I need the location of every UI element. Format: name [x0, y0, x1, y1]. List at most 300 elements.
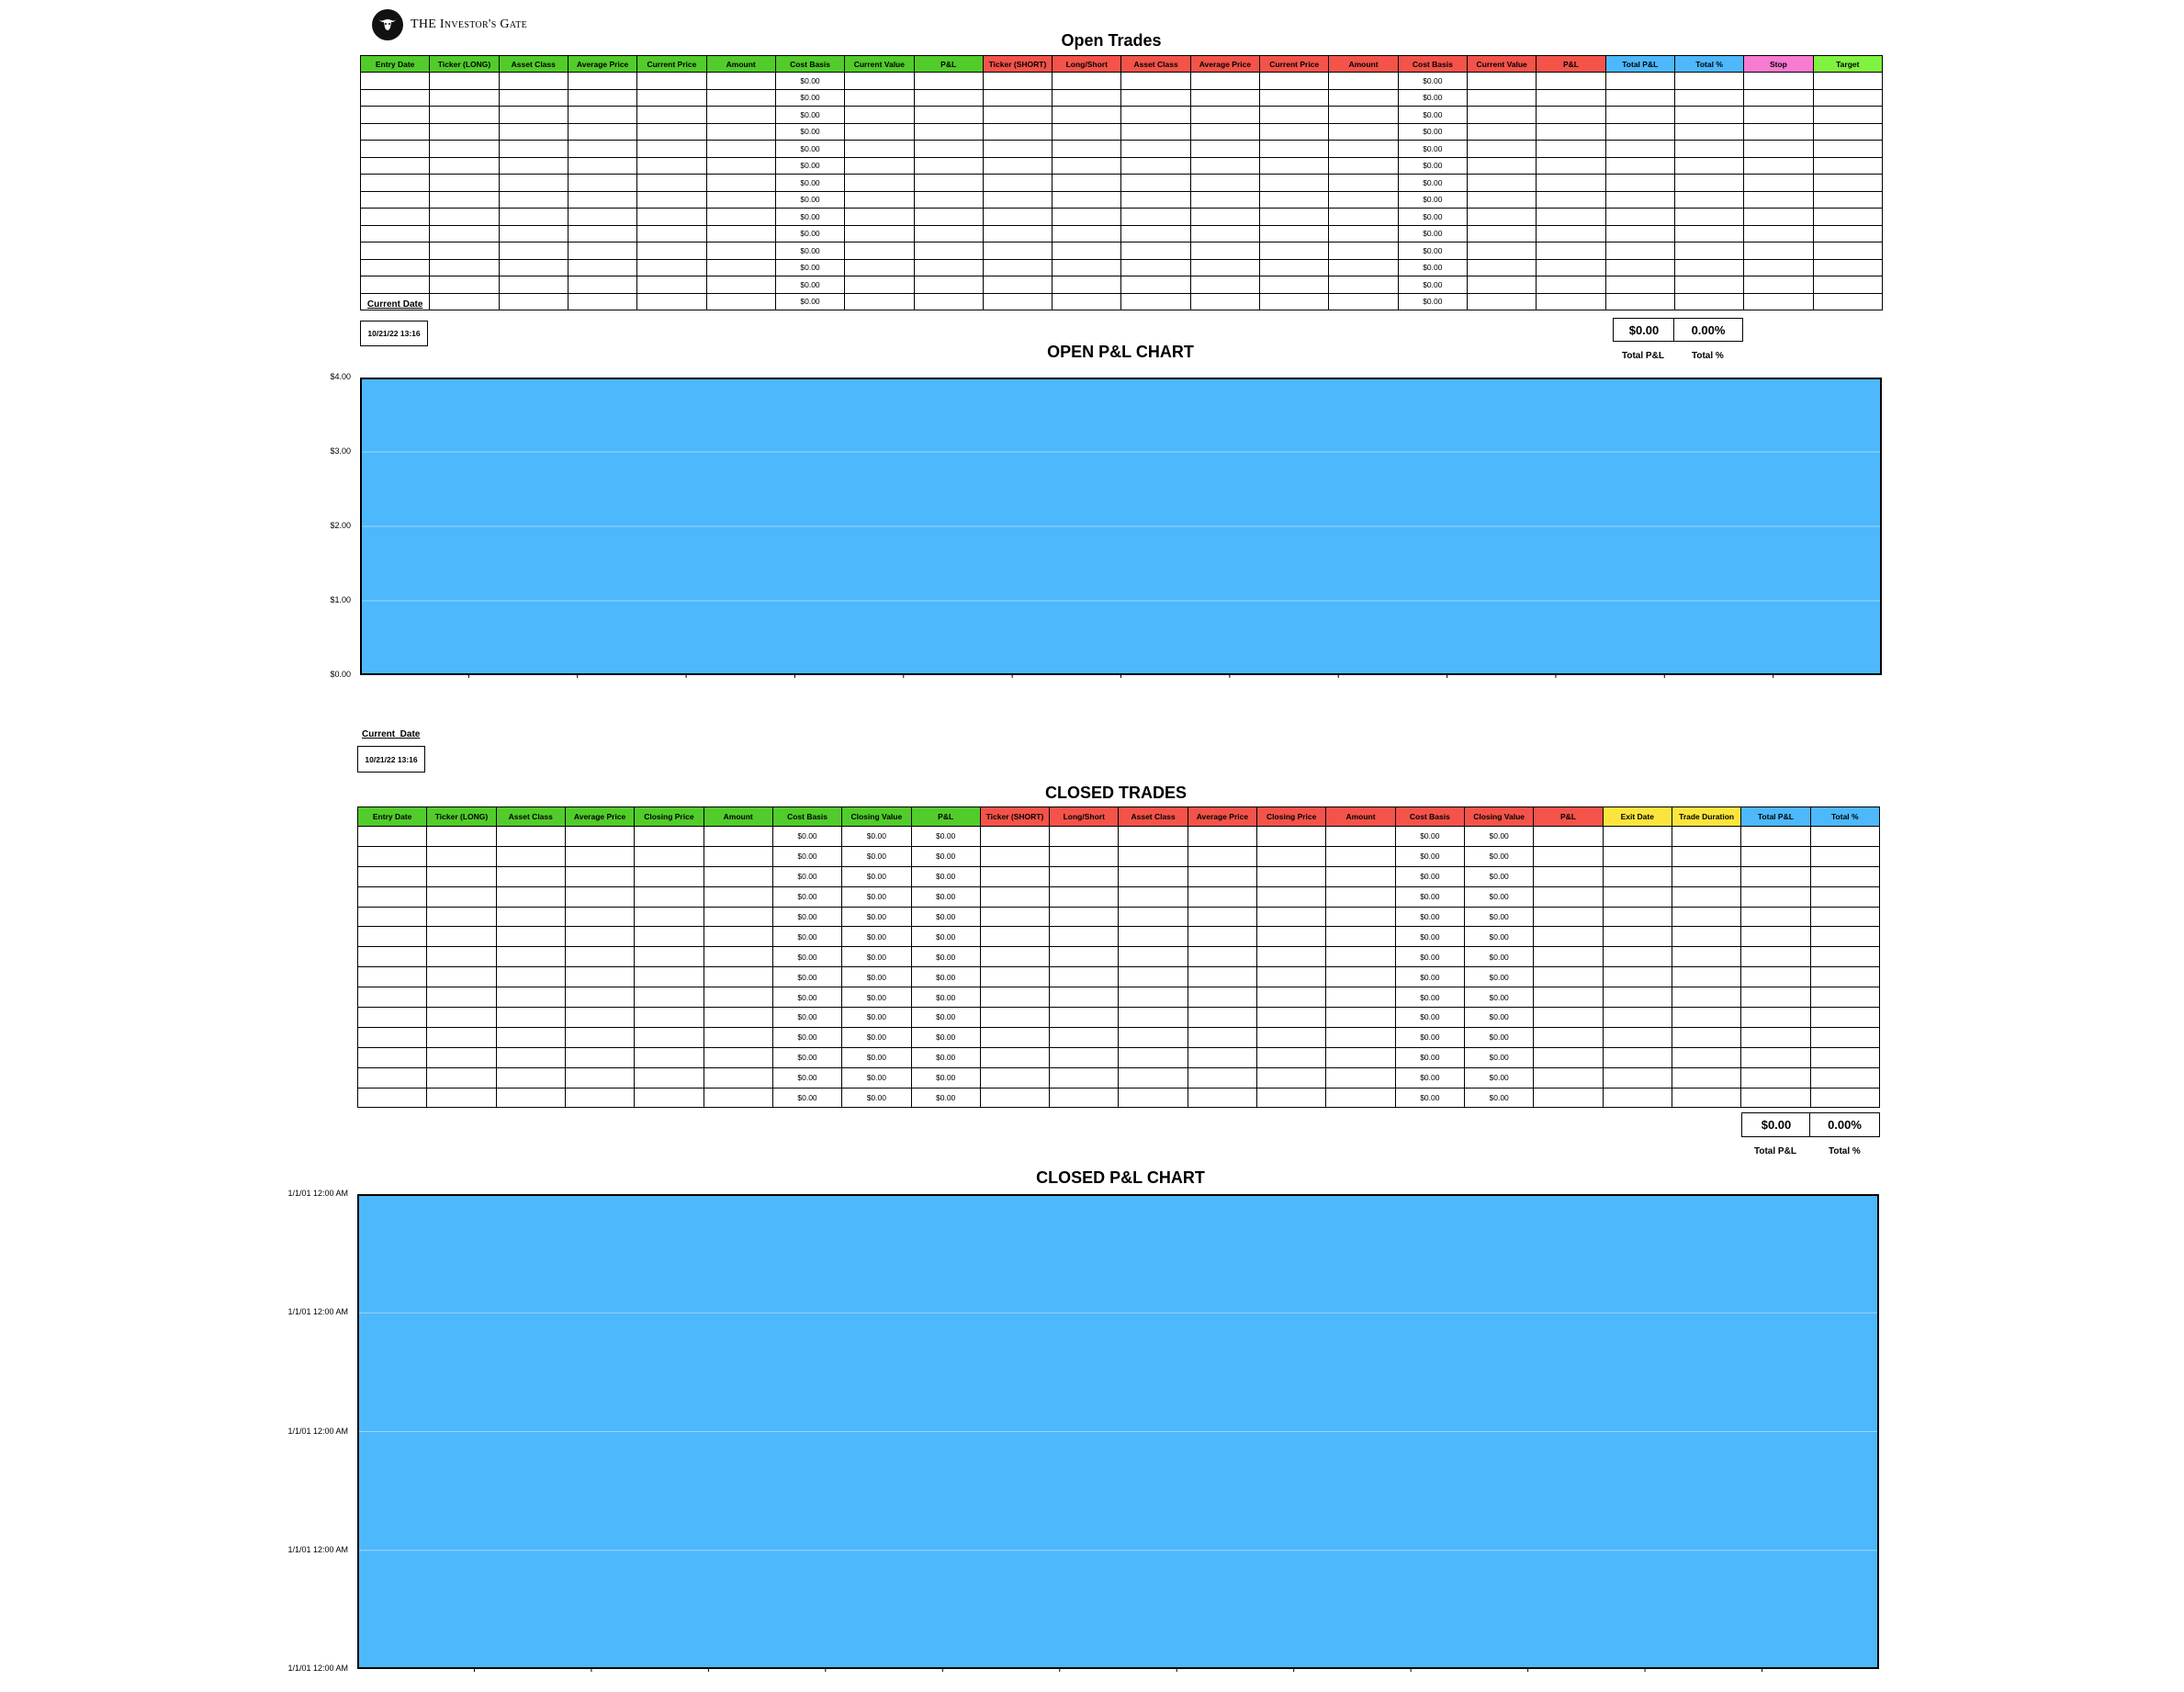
table-cell[interactable]	[845, 89, 914, 107]
table-cell[interactable]	[1468, 141, 1537, 158]
table-cell[interactable]	[1190, 157, 1259, 175]
table-cell[interactable]	[983, 123, 1052, 141]
table-cell[interactable]	[1603, 1027, 1672, 1047]
table-cell[interactable]	[1468, 73, 1537, 90]
table-cell[interactable]	[1741, 886, 1810, 907]
table-cell[interactable]: $0.00	[775, 225, 844, 243]
table-cell[interactable]	[1468, 259, 1537, 276]
table-cell[interactable]: $0.00	[775, 293, 844, 310]
table-cell[interactable]	[358, 846, 427, 866]
table-cell[interactable]	[427, 1027, 496, 1047]
table-cell[interactable]	[1534, 1088, 1603, 1108]
table-cell[interactable]	[983, 175, 1052, 192]
table-cell[interactable]	[1810, 947, 1879, 967]
table-cell[interactable]: $0.00	[772, 1047, 841, 1067]
table-cell[interactable]	[499, 276, 568, 294]
table-cell[interactable]	[706, 259, 775, 276]
table-cell[interactable]	[1605, 225, 1674, 243]
table-cell[interactable]	[499, 209, 568, 226]
table-cell[interactable]	[980, 1088, 1049, 1108]
table-cell[interactable]	[704, 967, 772, 987]
table-cell[interactable]	[1050, 1027, 1119, 1047]
table-cell[interactable]	[980, 927, 1049, 947]
table-cell[interactable]	[1188, 947, 1256, 967]
table-cell[interactable]	[845, 141, 914, 158]
table-cell[interactable]	[1053, 259, 1121, 276]
table-cell[interactable]	[1813, 123, 1882, 141]
table-cell[interactable]	[1188, 886, 1256, 907]
table-cell[interactable]	[496, 987, 565, 1008]
table-cell[interactable]	[358, 907, 427, 927]
table-cell[interactable]	[1188, 907, 1256, 927]
table-cell[interactable]	[1326, 827, 1395, 847]
table-cell[interactable]	[1605, 293, 1674, 310]
table-cell[interactable]	[1603, 846, 1672, 866]
table-cell[interactable]	[983, 73, 1052, 90]
table-cell[interactable]	[1537, 175, 1605, 192]
table-cell[interactable]	[1190, 107, 1259, 124]
table-cell[interactable]	[980, 987, 1049, 1008]
table-cell[interactable]	[1053, 175, 1121, 192]
table-cell[interactable]	[1119, 947, 1188, 967]
table-cell[interactable]	[635, 1008, 704, 1028]
table-cell[interactable]	[637, 209, 706, 226]
table-cell[interactable]	[1534, 927, 1603, 947]
table-cell[interactable]	[845, 191, 914, 209]
table-cell[interactable]	[1326, 967, 1395, 987]
table-cell[interactable]	[358, 1027, 427, 1047]
table-cell[interactable]	[1468, 225, 1537, 243]
table-cell[interactable]	[1257, 866, 1326, 886]
table-cell[interactable]	[1260, 175, 1329, 192]
table-cell[interactable]: $0.00	[1465, 967, 1534, 987]
table-cell[interactable]	[1121, 243, 1190, 260]
table-cell[interactable]	[1053, 141, 1121, 158]
table-cell[interactable]	[361, 157, 430, 175]
table-cell[interactable]	[637, 107, 706, 124]
table-cell[interactable]	[568, 123, 636, 141]
table-cell[interactable]: $0.00	[911, 827, 980, 847]
table-cell[interactable]: $0.00	[911, 947, 980, 967]
table-cell[interactable]	[430, 141, 499, 158]
table-cell[interactable]	[565, 1047, 634, 1067]
table-cell[interactable]	[1813, 259, 1882, 276]
table-cell[interactable]: $0.00	[1398, 243, 1467, 260]
table-cell[interactable]	[1260, 141, 1329, 158]
table-cell[interactable]	[1672, 1067, 1740, 1088]
table-cell[interactable]	[427, 907, 496, 927]
table-cell[interactable]	[499, 243, 568, 260]
table-cell[interactable]	[1603, 967, 1672, 987]
table-cell[interactable]	[1053, 123, 1121, 141]
table-cell[interactable]	[1121, 276, 1190, 294]
table-cell[interactable]	[704, 927, 772, 947]
table-cell[interactable]: $0.00	[911, 886, 980, 907]
table-cell[interactable]	[499, 191, 568, 209]
table-cell[interactable]	[1257, 1088, 1326, 1108]
table-cell[interactable]	[1813, 243, 1882, 260]
table-cell[interactable]: $0.00	[1398, 191, 1467, 209]
table-cell[interactable]	[1329, 209, 1398, 226]
table-cell[interactable]	[1468, 175, 1537, 192]
table-cell[interactable]	[637, 89, 706, 107]
table-cell[interactable]	[637, 123, 706, 141]
table-cell[interactable]	[635, 947, 704, 967]
table-cell[interactable]	[1741, 927, 1810, 947]
table-cell[interactable]	[427, 866, 496, 886]
table-cell[interactable]	[1260, 123, 1329, 141]
table-cell[interactable]: $0.00	[1398, 141, 1467, 158]
table-cell[interactable]	[1326, 846, 1395, 866]
table-cell[interactable]	[1534, 846, 1603, 866]
table-cell[interactable]	[499, 157, 568, 175]
table-cell[interactable]	[1534, 907, 1603, 927]
table-cell[interactable]	[1053, 209, 1121, 226]
table-cell[interactable]	[1188, 967, 1256, 987]
table-cell[interactable]	[704, 1047, 772, 1067]
table-cell[interactable]	[1605, 157, 1674, 175]
table-cell[interactable]	[427, 987, 496, 1008]
table-cell[interactable]	[1741, 947, 1810, 967]
table-cell[interactable]	[1605, 276, 1674, 294]
table-cell[interactable]: $0.00	[842, 846, 911, 866]
table-cell[interactable]	[637, 73, 706, 90]
table-cell[interactable]: $0.00	[842, 967, 911, 987]
table-cell[interactable]: $0.00	[775, 107, 844, 124]
table-cell[interactable]	[361, 123, 430, 141]
table-cell[interactable]	[1672, 1047, 1740, 1067]
table-cell[interactable]	[914, 293, 983, 310]
table-cell[interactable]	[1053, 243, 1121, 260]
table-cell[interactable]: $0.00	[775, 89, 844, 107]
table-cell[interactable]	[358, 927, 427, 947]
table-cell[interactable]	[1119, 1067, 1188, 1088]
table-cell[interactable]	[1813, 276, 1882, 294]
table-cell[interactable]	[1329, 123, 1398, 141]
table-cell[interactable]	[361, 259, 430, 276]
table-cell[interactable]	[1329, 141, 1398, 158]
table-cell[interactable]	[1672, 1008, 1740, 1028]
table-cell[interactable]: $0.00	[772, 1027, 841, 1047]
table-cell[interactable]: $0.00	[911, 987, 980, 1008]
table-cell[interactable]	[568, 225, 636, 243]
table-cell[interactable]	[1674, 157, 1743, 175]
table-cell[interactable]	[1053, 89, 1121, 107]
table-cell[interactable]	[914, 73, 983, 90]
table-cell[interactable]: $0.00	[775, 175, 844, 192]
table-cell[interactable]	[361, 276, 430, 294]
table-cell[interactable]	[1537, 259, 1605, 276]
table-cell[interactable]	[1605, 191, 1674, 209]
table-cell[interactable]	[1188, 827, 1256, 847]
table-cell[interactable]: $0.00	[1395, 907, 1464, 927]
table-cell[interactable]	[1537, 73, 1605, 90]
table-cell[interactable]	[983, 141, 1052, 158]
table-cell[interactable]	[1741, 866, 1810, 886]
table-cell[interactable]	[1605, 243, 1674, 260]
table-cell[interactable]	[1119, 846, 1188, 866]
table-cell[interactable]	[1468, 209, 1537, 226]
table-cell[interactable]	[1674, 141, 1743, 158]
table-cell[interactable]	[704, 827, 772, 847]
table-cell[interactable]	[1537, 89, 1605, 107]
table-cell[interactable]: $0.00	[1395, 1088, 1464, 1108]
table-cell[interactable]	[1468, 276, 1537, 294]
table-cell[interactable]	[980, 1047, 1049, 1067]
table-cell[interactable]	[1744, 259, 1813, 276]
table-cell[interactable]	[1603, 927, 1672, 947]
table-cell[interactable]	[1534, 827, 1603, 847]
table-cell[interactable]	[1537, 209, 1605, 226]
table-cell[interactable]	[1119, 1088, 1188, 1108]
table-cell[interactable]	[1810, 846, 1879, 866]
table-cell[interactable]	[358, 866, 427, 886]
table-cell[interactable]	[1741, 846, 1810, 866]
table-cell[interactable]: $0.00	[1395, 1067, 1464, 1088]
table-cell[interactable]	[1810, 967, 1879, 987]
table-cell[interactable]: $0.00	[775, 73, 844, 90]
table-cell[interactable]	[1121, 175, 1190, 192]
table-cell[interactable]	[565, 846, 634, 866]
table-cell[interactable]	[565, 987, 634, 1008]
table-cell[interactable]	[845, 157, 914, 175]
table-cell[interactable]	[914, 141, 983, 158]
table-cell[interactable]: $0.00	[772, 866, 841, 886]
table-cell[interactable]	[496, 1047, 565, 1067]
table-cell[interactable]	[1534, 967, 1603, 987]
table-cell[interactable]	[1190, 191, 1259, 209]
table-cell[interactable]: $0.00	[1465, 1008, 1534, 1028]
table-cell[interactable]	[1744, 225, 1813, 243]
table-cell[interactable]: $0.00	[911, 1008, 980, 1028]
table-cell[interactable]	[1672, 866, 1740, 886]
table-cell[interactable]	[496, 1008, 565, 1028]
table-cell[interactable]	[499, 225, 568, 243]
table-cell[interactable]	[635, 987, 704, 1008]
table-cell[interactable]	[914, 175, 983, 192]
table-cell[interactable]	[1329, 243, 1398, 260]
table-cell[interactable]	[430, 243, 499, 260]
table-cell[interactable]	[1674, 123, 1743, 141]
table-cell[interactable]	[1810, 1067, 1879, 1088]
table-cell[interactable]	[499, 89, 568, 107]
table-cell[interactable]	[845, 209, 914, 226]
table-cell[interactable]	[706, 293, 775, 310]
table-cell[interactable]	[430, 157, 499, 175]
table-cell[interactable]	[1326, 1008, 1395, 1028]
table-cell[interactable]	[1326, 1067, 1395, 1088]
table-cell[interactable]: $0.00	[842, 927, 911, 947]
table-cell[interactable]	[1813, 107, 1882, 124]
table-cell[interactable]	[1053, 73, 1121, 90]
table-cell[interactable]: $0.00	[842, 1067, 911, 1088]
table-cell[interactable]	[845, 175, 914, 192]
table-cell[interactable]	[1674, 191, 1743, 209]
table-cell[interactable]	[1674, 175, 1743, 192]
table-cell[interactable]	[568, 175, 636, 192]
table-cell[interactable]: $0.00	[1398, 276, 1467, 294]
table-cell[interactable]	[1813, 157, 1882, 175]
table-cell[interactable]	[1674, 225, 1743, 243]
table-cell[interactable]	[1257, 907, 1326, 927]
table-cell[interactable]	[1260, 73, 1329, 90]
table-cell[interactable]	[1053, 191, 1121, 209]
table-cell[interactable]	[1119, 866, 1188, 886]
table-cell[interactable]	[1329, 225, 1398, 243]
table-cell[interactable]	[914, 191, 983, 209]
table-cell[interactable]	[427, 967, 496, 987]
table-cell[interactable]	[427, 927, 496, 947]
table-cell[interactable]	[1810, 1047, 1879, 1067]
table-cell[interactable]	[1329, 293, 1398, 310]
table-cell[interactable]: $0.00	[911, 1047, 980, 1067]
table-cell[interactable]: $0.00	[772, 987, 841, 1008]
table-cell[interactable]	[704, 1088, 772, 1108]
table-cell[interactable]	[1190, 259, 1259, 276]
table-cell[interactable]	[565, 827, 634, 847]
table-cell[interactable]: $0.00	[911, 907, 980, 927]
table-cell[interactable]	[706, 209, 775, 226]
table-cell[interactable]	[914, 157, 983, 175]
table-cell[interactable]	[1744, 209, 1813, 226]
table-cell[interactable]: $0.00	[772, 1088, 841, 1108]
table-cell[interactable]	[361, 73, 430, 90]
table-cell[interactable]	[635, 907, 704, 927]
table-cell[interactable]: $0.00	[1398, 225, 1467, 243]
table-cell[interactable]	[1119, 1027, 1188, 1047]
table-cell[interactable]	[1050, 1088, 1119, 1108]
table-cell[interactable]	[1744, 141, 1813, 158]
table-cell[interactable]	[430, 175, 499, 192]
table-cell[interactable]	[1329, 157, 1398, 175]
table-cell[interactable]	[1537, 157, 1605, 175]
table-cell[interactable]	[361, 243, 430, 260]
table-cell[interactable]	[1605, 209, 1674, 226]
table-cell[interactable]	[1534, 886, 1603, 907]
table-cell[interactable]: $0.00	[775, 259, 844, 276]
table-cell[interactable]	[1050, 866, 1119, 886]
table-cell[interactable]	[845, 107, 914, 124]
table-cell[interactable]	[706, 89, 775, 107]
table-cell[interactable]	[1257, 1047, 1326, 1067]
table-cell[interactable]	[496, 967, 565, 987]
table-cell[interactable]	[1257, 886, 1326, 907]
table-cell[interactable]	[1121, 157, 1190, 175]
table-cell[interactable]	[1534, 1008, 1603, 1028]
table-cell[interactable]	[704, 907, 772, 927]
table-cell[interactable]	[980, 866, 1049, 886]
table-cell[interactable]	[1121, 293, 1190, 310]
table-cell[interactable]	[706, 243, 775, 260]
table-cell[interactable]	[499, 123, 568, 141]
table-cell[interactable]	[635, 1067, 704, 1088]
table-cell[interactable]	[568, 276, 636, 294]
table-cell[interactable]	[1537, 191, 1605, 209]
table-cell[interactable]	[496, 827, 565, 847]
table-cell[interactable]	[565, 907, 634, 927]
table-cell[interactable]	[1741, 967, 1810, 987]
table-cell[interactable]	[565, 967, 634, 987]
table-cell[interactable]	[1329, 107, 1398, 124]
table-cell[interactable]	[1603, 827, 1672, 847]
table-cell[interactable]	[1605, 141, 1674, 158]
table-cell[interactable]	[361, 89, 430, 107]
table-cell[interactable]	[1326, 1088, 1395, 1108]
table-cell[interactable]	[1121, 191, 1190, 209]
table-cell[interactable]	[499, 73, 568, 90]
table-cell[interactable]: $0.00	[772, 927, 841, 947]
table-cell[interactable]	[1741, 1067, 1810, 1088]
table-cell[interactable]	[358, 1067, 427, 1088]
table-cell[interactable]	[568, 259, 636, 276]
table-cell[interactable]	[1741, 1008, 1810, 1028]
table-cell[interactable]	[1257, 967, 1326, 987]
table-cell[interactable]	[1326, 1027, 1395, 1047]
table-cell[interactable]	[1119, 927, 1188, 947]
table-cell[interactable]	[1190, 141, 1259, 158]
table-cell[interactable]: $0.00	[842, 1088, 911, 1108]
table-cell[interactable]	[1329, 191, 1398, 209]
table-cell[interactable]: $0.00	[1395, 987, 1464, 1008]
table-cell[interactable]: $0.00	[1398, 175, 1467, 192]
table-cell[interactable]	[1744, 107, 1813, 124]
table-cell[interactable]	[1810, 927, 1879, 947]
table-cell[interactable]	[1050, 827, 1119, 847]
table-cell[interactable]	[1741, 987, 1810, 1008]
table-cell[interactable]	[983, 276, 1052, 294]
table-cell[interactable]	[1674, 293, 1743, 310]
table-cell[interactable]	[1603, 1067, 1672, 1088]
table-cell[interactable]	[1744, 243, 1813, 260]
table-cell[interactable]	[496, 866, 565, 886]
table-cell[interactable]	[914, 276, 983, 294]
table-cell[interactable]	[914, 209, 983, 226]
table-cell[interactable]	[1534, 947, 1603, 967]
table-cell[interactable]: $0.00	[1465, 987, 1534, 1008]
table-cell[interactable]	[1672, 1027, 1740, 1047]
table-cell[interactable]	[1813, 293, 1882, 310]
table-cell[interactable]	[845, 123, 914, 141]
table-cell[interactable]	[980, 1067, 1049, 1088]
table-cell[interactable]	[1188, 1008, 1256, 1028]
table-cell[interactable]	[430, 89, 499, 107]
table-cell[interactable]	[635, 1047, 704, 1067]
table-cell[interactable]	[430, 107, 499, 124]
table-cell[interactable]	[565, 886, 634, 907]
table-cell[interactable]	[983, 243, 1052, 260]
table-cell[interactable]	[637, 225, 706, 243]
table-cell[interactable]	[430, 293, 499, 310]
table-cell[interactable]	[637, 191, 706, 209]
table-cell[interactable]: $0.00	[911, 1027, 980, 1047]
table-cell[interactable]	[1326, 927, 1395, 947]
table-cell[interactable]	[1674, 259, 1743, 276]
table-cell[interactable]	[1813, 89, 1882, 107]
table-cell[interactable]	[1053, 293, 1121, 310]
table-cell[interactable]: $0.00	[1398, 157, 1467, 175]
table-cell[interactable]	[358, 947, 427, 967]
table-cell[interactable]	[1672, 927, 1740, 947]
table-cell[interactable]	[496, 1088, 565, 1108]
table-cell[interactable]	[1674, 89, 1743, 107]
table-cell[interactable]	[496, 846, 565, 866]
table-cell[interactable]	[1260, 225, 1329, 243]
table-cell[interactable]	[1260, 276, 1329, 294]
table-cell[interactable]	[1190, 293, 1259, 310]
table-cell[interactable]	[983, 209, 1052, 226]
table-cell[interactable]	[427, 1088, 496, 1108]
table-cell[interactable]: $0.00	[911, 927, 980, 947]
